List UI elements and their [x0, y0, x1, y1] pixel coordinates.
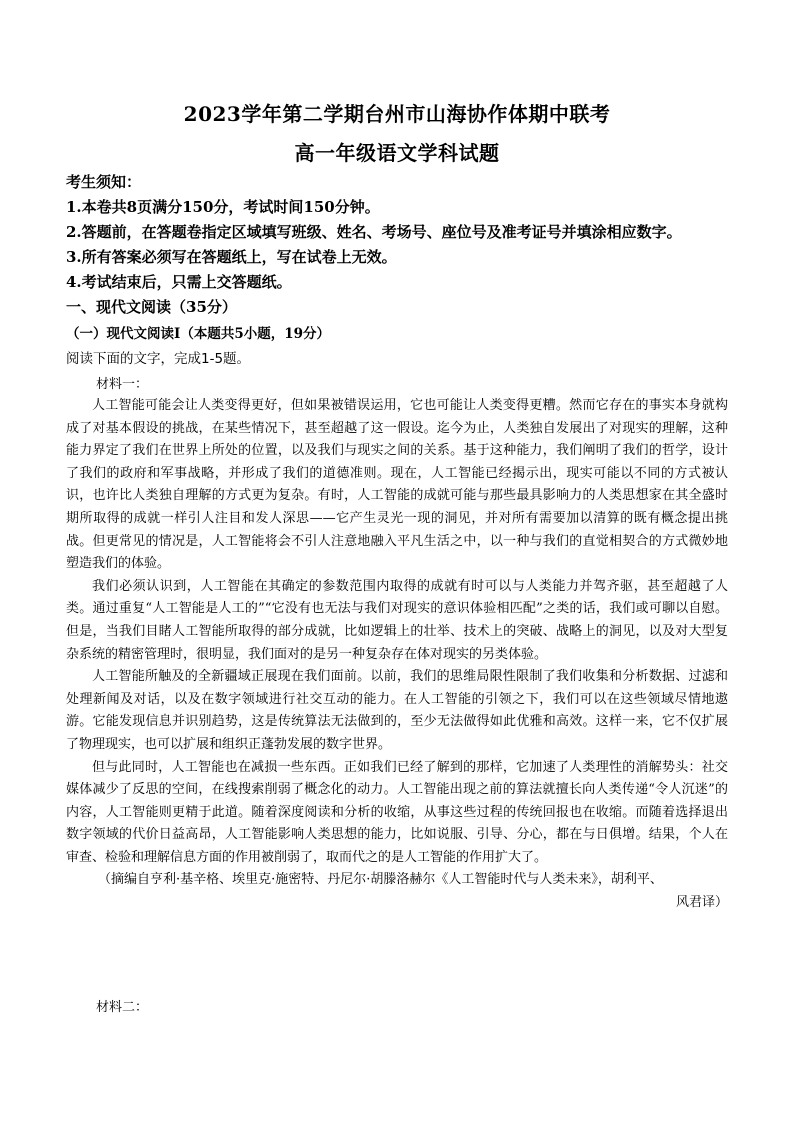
- material-1-label: 材料一：: [96, 377, 149, 392]
- paragraph: 我们必须认识到，人工智能在其确定的参数范围内取得的成就有时可以与人类能力并驾齐驱，甚至超越了人类。通过重复“人工智能是人工的”“它没有也无法与我们对现实的意识体验相匹配”之类的话，我们或可聊以自慰。但是，当我们目睹人工智能所取得的部分成就，比如逻辑上的壮举、技术上的突破、战略上的洞见，以及对大型复杂系统的精密管理时，很明显，我们面对的是另一种复杂存在体对现实的另类体验。: [66, 578, 728, 662]
- section-subtitle: （一）现代文阅读Ⅰ（本题共5小题，19分）: [66, 326, 330, 342]
- reading-instruction: 阅读下面的文字，完成1-5题。: [66, 351, 251, 367]
- section-title: 一、现代文阅读（35分）: [66, 298, 237, 316]
- source-citation-end: 风君译）: [675, 895, 728, 911]
- source-citation: （摘编自亨利·基辛格、埃里克·施密特、丹尼尔·胡滕洛赫尔《人工智能时代与人类未来》，胡利平、: [98, 872, 663, 888]
- notice-item: 3.所有答案必须写在答题纸上，写在试卷上无效。: [66, 248, 397, 266]
- notice-list: [66, 195, 682, 295]
- notice-heading: 考生须知：: [66, 173, 142, 191]
- material-1-body: [66, 395, 728, 915]
- exam-subtitle: 高一年级语文学科试题: [294, 141, 500, 165]
- notice-item: 4.考试结束后，只需上交答题纸。: [66, 273, 292, 291]
- material-2-label: 材料二：: [96, 1000, 149, 1015]
- paragraph: 人工智能可能会让人类变得更好，但如果被错误运用，它也可能让人类变得更糟。然而它存在的事实本身就构成了对基本假设的挑战，在某些情况下，甚至超越了这一假设。迄今为止，人类独自发展出了对现实的理解，这种能力界定了我们在世界上所处的位置，以及我们与现实之间的关系。基于这种能力，我们阐明了我们的哲学，设计了我们的政府和军事战略，并形成了我们的道德准则。现在，人工智能已经揭示出，现实可能以不同的方式被认识，也许比人类独自理解的方式更为复杂。有时，人工智能的成就可能与那些最具影响力的人类思想家在其全盛时期所取得的成就一样引人注目和发人深思——它产生灵光一现的洞见，并对所有需要加以清算的既有概念提出挑战。但更常见的情况是，人工智能将会不引人注意地融入平凡生活之中，以一种与我们的直觉相契合的方式微妙地塑造我们的体验。: [66, 398, 728, 572]
- exam-title: 2023学年第二学期台州市山海协作体期中联考: [183, 102, 611, 126]
- notice-item: 2.答题前，在答题卷指定区域填写班级、姓名、考场号、座位号及准考证号并填涂相应数字。: [66, 223, 682, 241]
- notice-item: 1.本卷共8页满分150分，考试时间150分钟。: [66, 198, 380, 216]
- paragraph: 人工智能所触及的全新疆域正展现在我们面前。以前，我们的思维局限性限制了我们收集和分析数据、过滤和处理新闻及对话，以及在数字领域进行社交互动的能力。在人工智能的引领之下，我们可以在这些领域尽情地遨游。它能发现信息并识别趋势，这是传统算法无法做到的，至少无法做得如此优雅和高效。这样一来，它不仅扩展了物理现实，也可以扩展和组织正蓬勃发展的数字世界。: [66, 669, 728, 752]
- paragraph: 但与此同时，人工智能也在减损一些东西。正如我们已经了解到的那样，它加速了人类理性的消解势头：社交媒体减少了反思的空间，在线搜索削弱了概念化的动力。人工智能出现之前的算法就擅长向人类传递“令人沉迷”的内容，人工智能则更精于此道。随着深度阅读和分析的收缩，从事这些过程的传统回报也在收缩。而随着选择退出数字领域的代价日益高昂，人工智能影响人类思想的能力，比如说服、引导、分心，都在与日俱增。结果，个人在审查、检验和理解信息方面的作用被削弱了，取而代之的是人工智能的作用扩大了。: [66, 759, 728, 865]
